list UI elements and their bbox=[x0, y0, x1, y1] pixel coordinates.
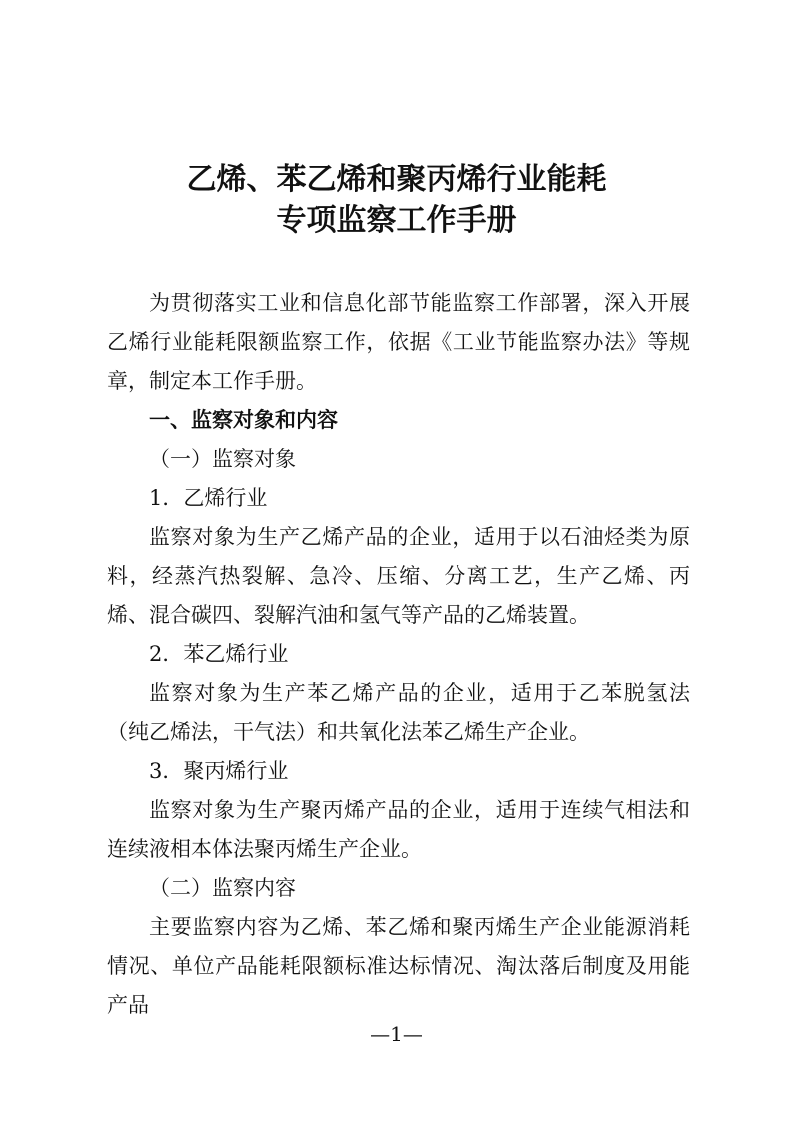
document-body bbox=[107, 284, 690, 1025]
subsection-1-heading: （一）监察对象 bbox=[149, 447, 296, 471]
item-1-paragraph: 监察对象为生产乙烯产品的企业，适用于以石油烃类为原料，经蒸汽热裂解、急冷、压缩、分离工艺，生产乙烯、丙烯、混合碳四、裂解汽油和氢气等产品的乙烯装置。 bbox=[107, 525, 690, 627]
item-2-paragraph: 监察对象为生产苯乙烯产品的企业，适用于乙苯脱氢法（纯乙烯法，干气法）和共氧化法苯乙烯生产企业。 bbox=[107, 681, 690, 744]
section-1-heading: 一、监察对象和内容 bbox=[149, 408, 338, 432]
item-1-heading: 1．乙烯行业 bbox=[149, 486, 268, 510]
document-title-line-1: 乙烯、苯乙烯和聚丙烯行业能耗 bbox=[186, 162, 607, 197]
intro-paragraph: 为贯彻落实工业和信息化部节能监察工作部署，深入开展乙烯行业能耗限额监察工作，依据《工业节能监察办法》等规章，制定本工作手册。 bbox=[107, 291, 690, 393]
page-number: —1— bbox=[370, 1022, 423, 1046]
subsection-2-heading: （二）监察内容 bbox=[149, 876, 296, 900]
item-3-heading: 3．聚丙烯行业 bbox=[149, 759, 289, 783]
subsection-2-paragraph: 主要监察内容为乙烯、苯乙烯和聚丙烯生产企业能源消耗情况、单位产品能耗限额标准达标情况、淘汰落后制度及用能产品 bbox=[107, 915, 690, 1017]
document-title-line-2: 专项监察工作手册 bbox=[276, 203, 517, 238]
item-3-paragraph: 监察对象为生产聚丙烯产品的企业，适用于连续气相法和连续液相本体法聚丙烯生产企业。 bbox=[107, 798, 690, 861]
item-2-heading: 2．苯乙烯行业 bbox=[149, 642, 289, 666]
